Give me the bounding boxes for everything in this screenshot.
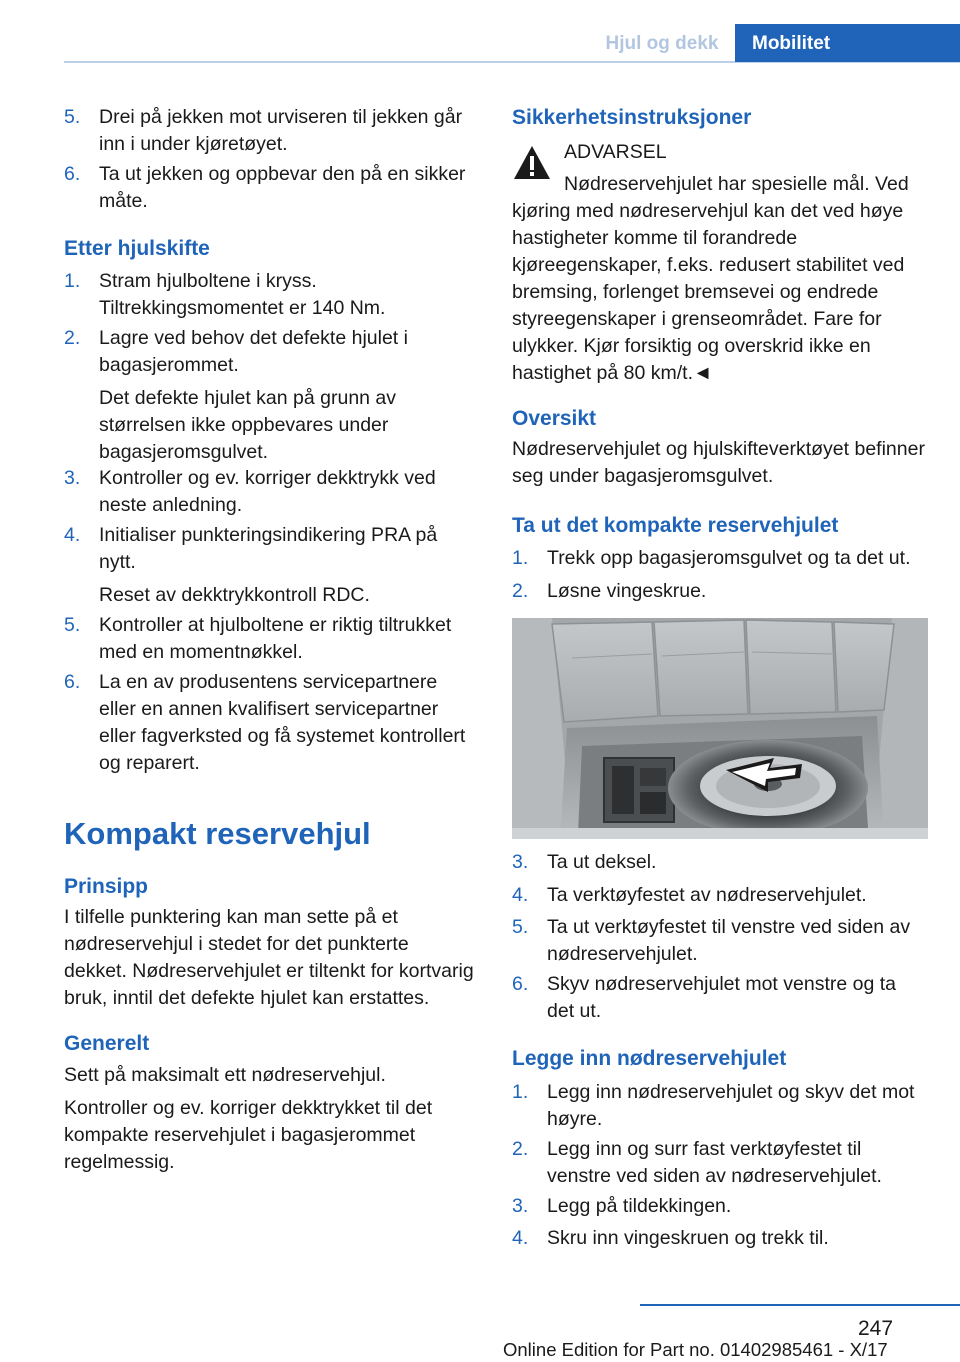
step-text: Ta verktøyfestet av nødreservehjulet. (547, 884, 867, 906)
list-item (512, 545, 928, 572)
list-item (64, 465, 476, 519)
list-item (64, 161, 476, 215)
section-heading-after: Etter hjulskifte (64, 237, 210, 260)
trunk-spare-wheel-photo (512, 618, 928, 839)
list-item (64, 669, 476, 777)
section-heading-overview: Oversikt (512, 407, 597, 430)
list-item (512, 1079, 928, 1133)
list-item (64, 612, 476, 666)
step-text: Trekk opp bagasjeromsgulvet og ta det ut. (547, 547, 911, 569)
step-text: Ta ut jekken og oppbevar den på en sikker måte. (99, 163, 466, 212)
step-text: Skru inn vingeskruen og trekk til. (547, 1227, 829, 1249)
section-heading-safety: Sikkerhetsinstruksjoner (512, 106, 752, 129)
general-text: Sett på maksimalt ett nødreservehjul. (64, 1064, 386, 1086)
step-text: Legg inn og surr fast verktøyfestet til venstre ved siden av nødreservehjulet. (547, 1138, 882, 1187)
step-number: 3. (512, 1195, 529, 1217)
list-item (512, 849, 928, 876)
step-text: Legg på tildekkingen. (547, 1195, 732, 1217)
warning-text: Nødreservehjulet har spesielle mål. Ved kjøring med nødreservehjul kan det ved høye hastigheter komme til forandrede kjøreegenskaper, f.eks. redusert stabilitet ved bremsing, forlenget bremsevei og endrede styreegenskaper i grenseområdet. Fare for ulykker. Kjør forsiktig og overskrid ikke en hastighet på 80 km/t.◄ (512, 173, 909, 384)
section-heading-insert: Legge inn nødreservehjulet (512, 1047, 787, 1070)
step-text: Løsne vingeskrue. (547, 580, 707, 602)
page-number: 247 (858, 1317, 894, 1340)
list-item (64, 522, 476, 609)
warning-title: ADVARSEL (564, 141, 667, 163)
trunk-illustration (512, 618, 928, 839)
list-item (64, 325, 476, 466)
step-number: 4. (512, 884, 529, 906)
overview-text: Nødreservehjulet og hjulskifteverktøyet befinner seg under bagasjeromsgulvet. (512, 438, 925, 487)
list-item (64, 104, 476, 158)
general-text: Kontroller og ev. korriger dekktrykket til det kompakte reservehjulet i bagasjerommet regelmessig. (64, 1097, 433, 1173)
step-text: Kontroller at hjulboltene er riktig tiltrukket med en momentnøkkel. (99, 614, 452, 663)
step-number: 6. (512, 973, 529, 995)
step-number: 6. (64, 671, 81, 693)
list-item (512, 971, 928, 1025)
step-number: 3. (64, 467, 81, 489)
chapter-title: Kompakt reservehjul (64, 816, 371, 851)
footer-rule (640, 1304, 960, 1306)
section-heading-general: Generelt (64, 1032, 150, 1055)
list-item (512, 1136, 928, 1190)
step-number: 2. (64, 327, 81, 349)
step-text: Legg inn nødreservehjulet og skyv det mot høyre. (547, 1081, 915, 1130)
step-number: 2. (512, 580, 529, 602)
step-number: 4. (512, 1227, 529, 1249)
step-text: Lagre ved behov det defekte hjulet i bagasjerommet. (99, 327, 408, 376)
step-text: Kontroller og ev. korriger dekktrykk ved neste anledning. (99, 467, 436, 516)
step-number: 5. (64, 614, 81, 636)
step-number: 4. (64, 524, 81, 546)
list-item (512, 882, 928, 909)
edition-note: Online Edition for Part no. 01402985461 - X/17 (503, 1339, 888, 1360)
principle-text: I tilfelle punktering kan man sette på et nødreservehjul i stedet for det punkterte dekket. Nødreservehjulet er tiltenkt for kortvarig bruk, inntil det defekte hjulet kan erstattes. (64, 906, 474, 1009)
list-item (512, 578, 928, 605)
list-item (512, 1193, 928, 1220)
section-heading-remove: Ta ut det kompakte reservehjulet (512, 514, 839, 537)
step-text: Stram hjulboltene i kryss. Tiltrekkingsmomentet er 140 Nm. (99, 270, 386, 319)
section-tab[interactable]: Hjul og dekk (605, 32, 719, 54)
list-item (512, 914, 928, 968)
step-number: 2. (512, 1138, 529, 1160)
step-text: Drei på jekken mot urviseren til jekken går inn i under kjøretøyet. (99, 106, 463, 155)
step-number: 1. (64, 270, 81, 292)
list-item (64, 268, 476, 322)
step-number: 1. (512, 547, 529, 569)
section-heading-principle: Prinsipp (64, 875, 149, 898)
step-text: Skyv nødreservehjulet mot venstre og ta det ut. (547, 973, 896, 1022)
step-number: 5. (64, 106, 81, 128)
step-text: Ta ut deksel. (547, 851, 657, 873)
list-item (512, 1225, 928, 1252)
step-number: 3. (512, 851, 529, 873)
step-text: La en av produsentens servicepartnere eller en annen kvalifisert servicepartner eller fagverksted og få systemet kontrollert og reparert. (99, 671, 466, 774)
step-text: Initialiser punkteringsindikering PRA på nytt. (99, 524, 438, 573)
step-note: Det defekte hjulet kan på grunn av størrelsen ikke oppbevares under bagasjeromsgulvet. (99, 387, 397, 463)
step-number: 5. (512, 916, 529, 938)
step-note: Reset av dekktrykkontroll RDC. (99, 584, 370, 606)
step-number: 1. (512, 1081, 529, 1103)
step-number: 6. (64, 163, 81, 185)
chapter-tab[interactable]: Mobilitet (735, 24, 960, 62)
step-text: Ta ut verktøyfestet til venstre ved siden av nødreservehjulet. (547, 916, 911, 965)
